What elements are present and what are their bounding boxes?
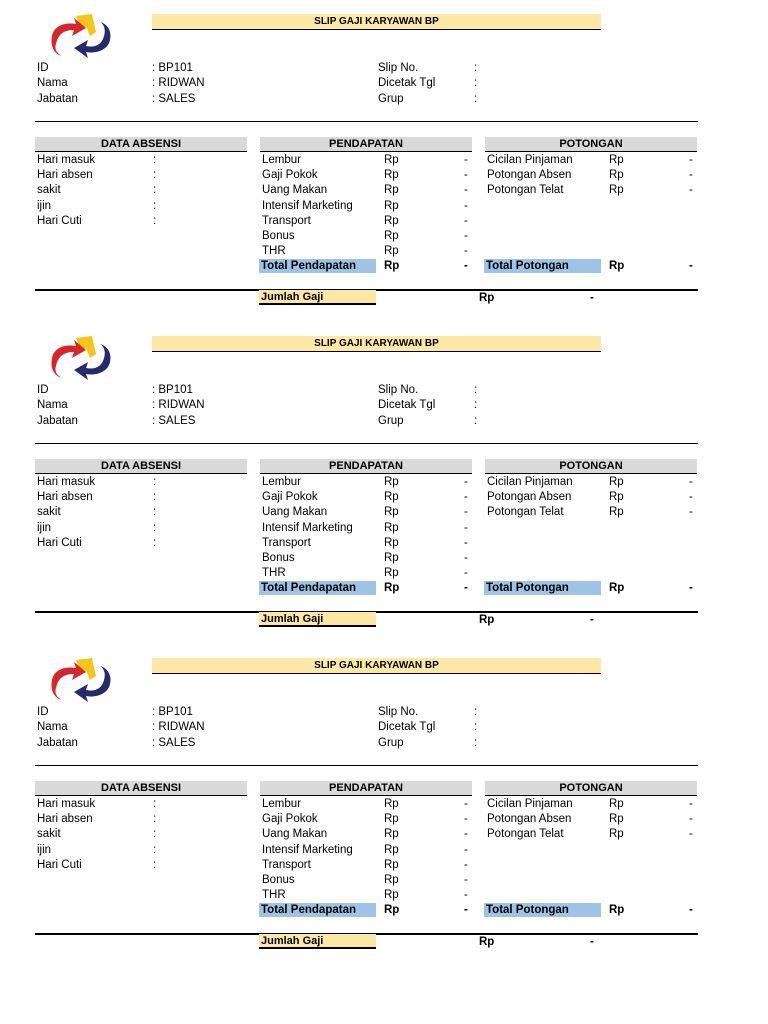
pendapatan-label: Lembur	[262, 154, 301, 166]
info-label-nama: Nama	[37, 721, 68, 733]
potongan-header: POTONGAN	[485, 137, 697, 152]
info-label-id: ID	[37, 384, 49, 396]
info-label-slip-no: Slip No.	[378, 706, 419, 718]
info-value-nama: : RIDWAN	[152, 721, 205, 733]
absensi-label: sakit	[37, 506, 61, 518]
pendapatan-value: -	[464, 567, 468, 579]
absensi-sep: :	[153, 215, 157, 227]
absensi-sep: :	[153, 813, 157, 825]
total-potongan-currency: Rp	[609, 260, 625, 272]
pendapatan-label: Bonus	[262, 874, 295, 886]
pendapatan-header: PENDAPATAN	[260, 459, 472, 474]
pendapatan-label: Uang Makan	[262, 184, 328, 196]
info-value-jabatan: : SALES	[152, 415, 196, 427]
pendapatan-value: -	[464, 245, 468, 257]
potongan-value: -	[689, 506, 693, 518]
absensi-sep: :	[153, 522, 157, 534]
potongan-label: Potongan Telat	[487, 184, 564, 196]
pendapatan-currency: Rp	[384, 491, 399, 503]
absensi-header: DATA ABSENSI	[35, 781, 247, 796]
total-pendapatan-label: Total Pendapatan	[259, 581, 376, 595]
info-label-slip-no: Slip No.	[378, 384, 419, 396]
slip-title: SLIP GAJI KARYAWAN BP	[152, 336, 601, 352]
total-potongan-label: Total Potongan	[484, 581, 601, 595]
pendapatan-value: -	[464, 889, 468, 901]
absensi-sep: :	[153, 491, 157, 503]
info-value-jabatan: : SALES	[152, 737, 196, 749]
pendapatan-currency: Rp	[384, 245, 399, 257]
pendapatan-label: Uang Makan	[262, 828, 328, 840]
pendapatan-value: -	[464, 828, 468, 840]
company-logo-icon	[46, 656, 116, 702]
divider-line	[35, 765, 698, 766]
info-value-slip-no: :	[474, 706, 478, 718]
info-label-dicetak-tgl: Dicetak Tgl	[378, 721, 436, 733]
potongan-label: Potongan Absen	[487, 813, 572, 825]
slip-title: SLIP GAJI KARYAWAN BP	[152, 658, 601, 674]
potongan-header: POTONGAN	[485, 781, 697, 796]
divider-line	[35, 443, 698, 444]
info-label-nama: Nama	[37, 77, 68, 89]
pendapatan-header: PENDAPATAN	[260, 781, 472, 796]
slip-title: SLIP GAJI KARYAWAN BP	[152, 14, 601, 30]
jumlah-gaji-label: Jumlah Gaji	[259, 934, 376, 949]
absensi-label: Hari masuk	[37, 154, 96, 166]
pendapatan-value: -	[464, 522, 468, 534]
pendapatan-label: THR	[262, 567, 286, 579]
info-label-grup: Grup	[378, 415, 404, 427]
pendapatan-currency: Rp	[384, 828, 399, 840]
pendapatan-currency: Rp	[384, 859, 399, 871]
pendapatan-currency: Rp	[384, 522, 399, 534]
pendapatan-value: -	[464, 506, 468, 518]
pendapatan-value: -	[464, 230, 468, 242]
absensi-sep: :	[153, 154, 157, 166]
pendapatan-currency: Rp	[384, 889, 399, 901]
pendapatan-label: Intensif Marketing	[262, 844, 353, 856]
potongan-label: Potongan Telat	[487, 506, 564, 518]
info-value-dicetak-tgl: :	[474, 721, 478, 733]
info-label-jabatan: Jabatan	[37, 93, 78, 105]
absensi-label: sakit	[37, 184, 61, 196]
pendapatan-label: Lembur	[262, 798, 301, 810]
potongan-value: -	[689, 476, 693, 488]
absensi-sep: :	[153, 798, 157, 810]
info-label-nama: Nama	[37, 399, 68, 411]
info-label-jabatan: Jabatan	[37, 415, 78, 427]
absensi-label: Hari Cuti	[37, 215, 82, 227]
absensi-sep: :	[153, 200, 157, 212]
pendapatan-currency: Rp	[384, 552, 399, 564]
info-label-slip-no: Slip No.	[378, 62, 419, 74]
salary-slip	[0, 322, 768, 644]
info-label-dicetak-tgl: Dicetak Tgl	[378, 77, 436, 89]
absensi-label: Hari masuk	[37, 798, 96, 810]
pendapatan-currency: Rp	[384, 567, 399, 579]
pendapatan-value: -	[464, 491, 468, 503]
total-potongan-label: Total Potongan	[484, 259, 601, 273]
absensi-sep: :	[153, 184, 157, 196]
pendapatan-label: Transport	[262, 859, 311, 871]
info-label-dicetak-tgl: Dicetak Tgl	[378, 399, 436, 411]
pendapatan-value: -	[464, 552, 468, 564]
total-pendapatan-value: -	[464, 904, 468, 916]
info-value-dicetak-tgl: :	[474, 399, 478, 411]
absensi-sep: :	[153, 169, 157, 181]
pendapatan-value: -	[464, 874, 468, 886]
pendapatan-currency: Rp	[384, 537, 399, 549]
potongan-currency: Rp	[609, 798, 624, 810]
pendapatan-value: -	[464, 844, 468, 856]
pendapatan-label: Intensif Marketing	[262, 522, 353, 534]
potongan-label: Potongan Absen	[487, 169, 572, 181]
pendapatan-currency: Rp	[384, 476, 399, 488]
absensi-sep: :	[153, 506, 157, 518]
absensi-label: Hari absen	[37, 169, 93, 181]
absensi-label: Hari Cuti	[37, 859, 82, 871]
pendapatan-currency: Rp	[384, 813, 399, 825]
pendapatan-currency: Rp	[384, 215, 399, 227]
potongan-value: -	[689, 828, 693, 840]
info-label-grup: Grup	[378, 93, 404, 105]
pendapatan-value: -	[464, 798, 468, 810]
absensi-sep: :	[153, 537, 157, 549]
pendapatan-value: -	[464, 154, 468, 166]
pendapatan-label: Gaji Pokok	[262, 491, 318, 503]
info-value-grup: :	[474, 737, 478, 749]
pendapatan-label: Bonus	[262, 552, 295, 564]
total-potongan-value: -	[689, 904, 693, 916]
pendapatan-currency: Rp	[384, 169, 399, 181]
potongan-label: Potongan Telat	[487, 828, 564, 840]
pendapatan-currency: Rp	[384, 200, 399, 212]
absensi-sep: :	[153, 844, 157, 856]
total-potongan-label: Total Potongan	[484, 903, 601, 917]
total-potongan-value: -	[689, 582, 693, 594]
jumlah-gaji-label: Jumlah Gaji	[259, 290, 376, 305]
info-value-id: : BP101	[152, 384, 193, 396]
divider-line	[35, 121, 698, 122]
total-pendapatan-currency: Rp	[384, 904, 400, 916]
info-value-grup: :	[474, 93, 478, 105]
potongan-value: -	[689, 813, 693, 825]
info-value-id: : BP101	[152, 62, 193, 74]
absensi-sep: :	[153, 859, 157, 871]
potongan-currency: Rp	[609, 169, 624, 181]
pendapatan-value: -	[464, 813, 468, 825]
total-potongan-currency: Rp	[609, 904, 625, 916]
pendapatan-label: Transport	[262, 537, 311, 549]
potongan-value: -	[689, 491, 693, 503]
jumlah-gaji-currency: Rp	[479, 936, 495, 948]
pendapatan-currency: Rp	[384, 844, 399, 856]
potongan-value: -	[689, 154, 693, 166]
total-pendapatan-label: Total Pendapatan	[259, 259, 376, 273]
absensi-label: Hari masuk	[37, 476, 96, 488]
pendapatan-header: PENDAPATAN	[260, 137, 472, 152]
potongan-currency: Rp	[609, 491, 624, 503]
pendapatan-label: Uang Makan	[262, 506, 328, 518]
info-value-jabatan: : SALES	[152, 93, 196, 105]
info-value-grup: :	[474, 415, 478, 427]
potongan-currency: Rp	[609, 154, 624, 166]
pendapatan-value: -	[464, 476, 468, 488]
pendapatan-value: -	[464, 215, 468, 227]
pendapatan-label: Lembur	[262, 476, 301, 488]
pendapatan-label: Intensif Marketing	[262, 200, 353, 212]
potongan-currency: Rp	[609, 813, 624, 825]
info-label-jabatan: Jabatan	[37, 737, 78, 749]
absensi-label: sakit	[37, 828, 61, 840]
absensi-label: ijin	[37, 522, 52, 534]
jumlah-gaji-currency: Rp	[479, 614, 495, 626]
absensi-label: ijin	[37, 844, 52, 856]
jumlah-gaji-value: -	[590, 936, 594, 948]
potongan-value: -	[689, 169, 693, 181]
pendapatan-label: THR	[262, 245, 286, 257]
pendapatan-currency: Rp	[384, 874, 399, 886]
pendapatan-label: Transport	[262, 215, 311, 227]
pendapatan-label: Gaji Pokok	[262, 813, 318, 825]
info-label-id: ID	[37, 62, 49, 74]
jumlah-gaji-currency: Rp	[479, 292, 495, 304]
total-pendapatan-value: -	[464, 260, 468, 272]
potongan-currency: Rp	[609, 828, 624, 840]
pendapatan-currency: Rp	[384, 798, 399, 810]
info-value-nama: : RIDWAN	[152, 77, 205, 89]
potongan-label: Cicilan Pinjaman	[487, 798, 573, 810]
potongan-header: POTONGAN	[485, 459, 697, 474]
total-potongan-value: -	[689, 260, 693, 272]
pendapatan-currency: Rp	[384, 230, 399, 242]
absensi-label: ijin	[37, 200, 52, 212]
absensi-sep: :	[153, 476, 157, 488]
pendapatan-currency: Rp	[384, 154, 399, 166]
info-value-dicetak-tgl: :	[474, 77, 478, 89]
total-pendapatan-value: -	[464, 582, 468, 594]
company-logo-icon	[46, 334, 116, 380]
total-pendapatan-currency: Rp	[384, 260, 400, 272]
absensi-label: Hari absen	[37, 813, 93, 825]
info-label-id: ID	[37, 706, 49, 718]
potongan-value: -	[689, 798, 693, 810]
company-logo-icon	[46, 12, 116, 58]
pendapatan-value: -	[464, 859, 468, 871]
absensi-header: DATA ABSENSI	[35, 459, 247, 474]
total-potongan-currency: Rp	[609, 582, 625, 594]
salary-slip	[0, 644, 768, 966]
potongan-currency: Rp	[609, 476, 624, 488]
absensi-sep: :	[153, 828, 157, 840]
potongan-currency: Rp	[609, 506, 624, 518]
pendapatan-currency: Rp	[384, 506, 399, 518]
potongan-currency: Rp	[609, 184, 624, 196]
potongan-label: Potongan Absen	[487, 491, 572, 503]
jumlah-gaji-value: -	[590, 292, 594, 304]
absensi-label: Hari Cuti	[37, 537, 82, 549]
jumlah-gaji-label: Jumlah Gaji	[259, 612, 376, 627]
total-pendapatan-currency: Rp	[384, 582, 400, 594]
potongan-label: Cicilan Pinjaman	[487, 154, 573, 166]
salary-slip	[0, 0, 768, 322]
total-pendapatan-label: Total Pendapatan	[259, 903, 376, 917]
pendapatan-label: Bonus	[262, 230, 295, 242]
pendapatan-label: Gaji Pokok	[262, 169, 318, 181]
pendapatan-value: -	[464, 537, 468, 549]
potongan-label: Cicilan Pinjaman	[487, 476, 573, 488]
info-value-id: : BP101	[152, 706, 193, 718]
pendapatan-value: -	[464, 169, 468, 181]
info-value-slip-no: :	[474, 384, 478, 396]
absensi-header: DATA ABSENSI	[35, 137, 247, 152]
info-value-slip-no: :	[474, 62, 478, 74]
pendapatan-value: -	[464, 184, 468, 196]
info-label-grup: Grup	[378, 737, 404, 749]
pendapatan-label: THR	[262, 889, 286, 901]
info-value-nama: : RIDWAN	[152, 399, 205, 411]
pendapatan-value: -	[464, 200, 468, 212]
jumlah-gaji-value: -	[590, 614, 594, 626]
pendapatan-currency: Rp	[384, 184, 399, 196]
absensi-label: Hari absen	[37, 491, 93, 503]
potongan-value: -	[689, 184, 693, 196]
